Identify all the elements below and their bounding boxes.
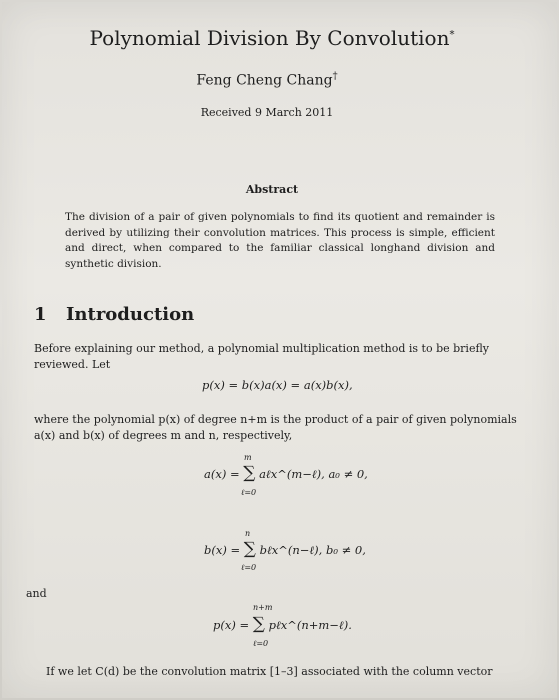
paper-title [2, 26, 542, 50]
author-footnote-mark: † [332, 71, 338, 82]
equation-b [204, 539, 366, 559]
equation-p-upper-limit: n+m [253, 603, 273, 612]
section-title: Introduction [66, 304, 195, 325]
equation-a-left: a(x) = [204, 467, 240, 481]
author-line [2, 71, 532, 89]
abstract-heading: Abstract [245, 183, 299, 196]
equation-product: p(x) = b(x)a(x) = a(x)b(x), [202, 378, 353, 392]
equation-a-lower-limit: ℓ=0 [241, 488, 257, 497]
equation-p-left: p(x) = [213, 618, 250, 632]
summation-symbol: ∑ [243, 539, 256, 559]
equation-b-upper-limit: n [245, 529, 251, 538]
equation-p-lower-limit: ℓ=0 [253, 639, 269, 648]
title-footnote-mark: * [449, 29, 455, 41]
summation-symbol: ∑ [243, 463, 256, 483]
equation-b-left: b(x) = [204, 543, 241, 557]
equation-a-upper-limit: m [244, 453, 252, 462]
equation-p-right: pℓx^(n+m−ℓ). [268, 618, 352, 632]
abstract-text: The division of a pair of given polynomials to find its quotient and remainder is derived by utilizing their convolution matrices. This process is simple, efficient and direct, when compared to the familiar classical longhand division and synthetic division. [65, 211, 495, 270]
intro-last-line: If we let C(d) be the convolution matrix [1–3] associated with the column vector [46, 665, 493, 678]
equation-a-right: aℓx^(m−ℓ), a₀ ≠ 0, [259, 467, 368, 481]
summation-symbol: ∑ [252, 614, 265, 634]
title-text: Polynomial Division By Convolution [89, 26, 450, 50]
author-name: Feng Cheng Chang [196, 72, 333, 89]
equation-b-right: bℓx^(n−ℓ), b₀ ≠ 0, [259, 543, 366, 557]
intro-paragraph-2: where the polynomial p(x) of degree n+m is the product of a pair of given polynomials a(x) and b(x) of degrees m and n, respectively, [34, 413, 517, 442]
intro-paragraph-1: Before explaining our method, a polynomial multiplication method is to be briefly reviewed. Let [34, 342, 490, 371]
equation-b-lower-limit: ℓ=0 [241, 563, 257, 572]
paper-page [2, 2, 557, 698]
connector-and: and [26, 587, 47, 600]
equation-a [204, 463, 368, 483]
equation-p [213, 614, 352, 634]
received-date: Received 9 March 2011 [200, 106, 334, 119]
section-number: 1 [34, 304, 47, 325]
